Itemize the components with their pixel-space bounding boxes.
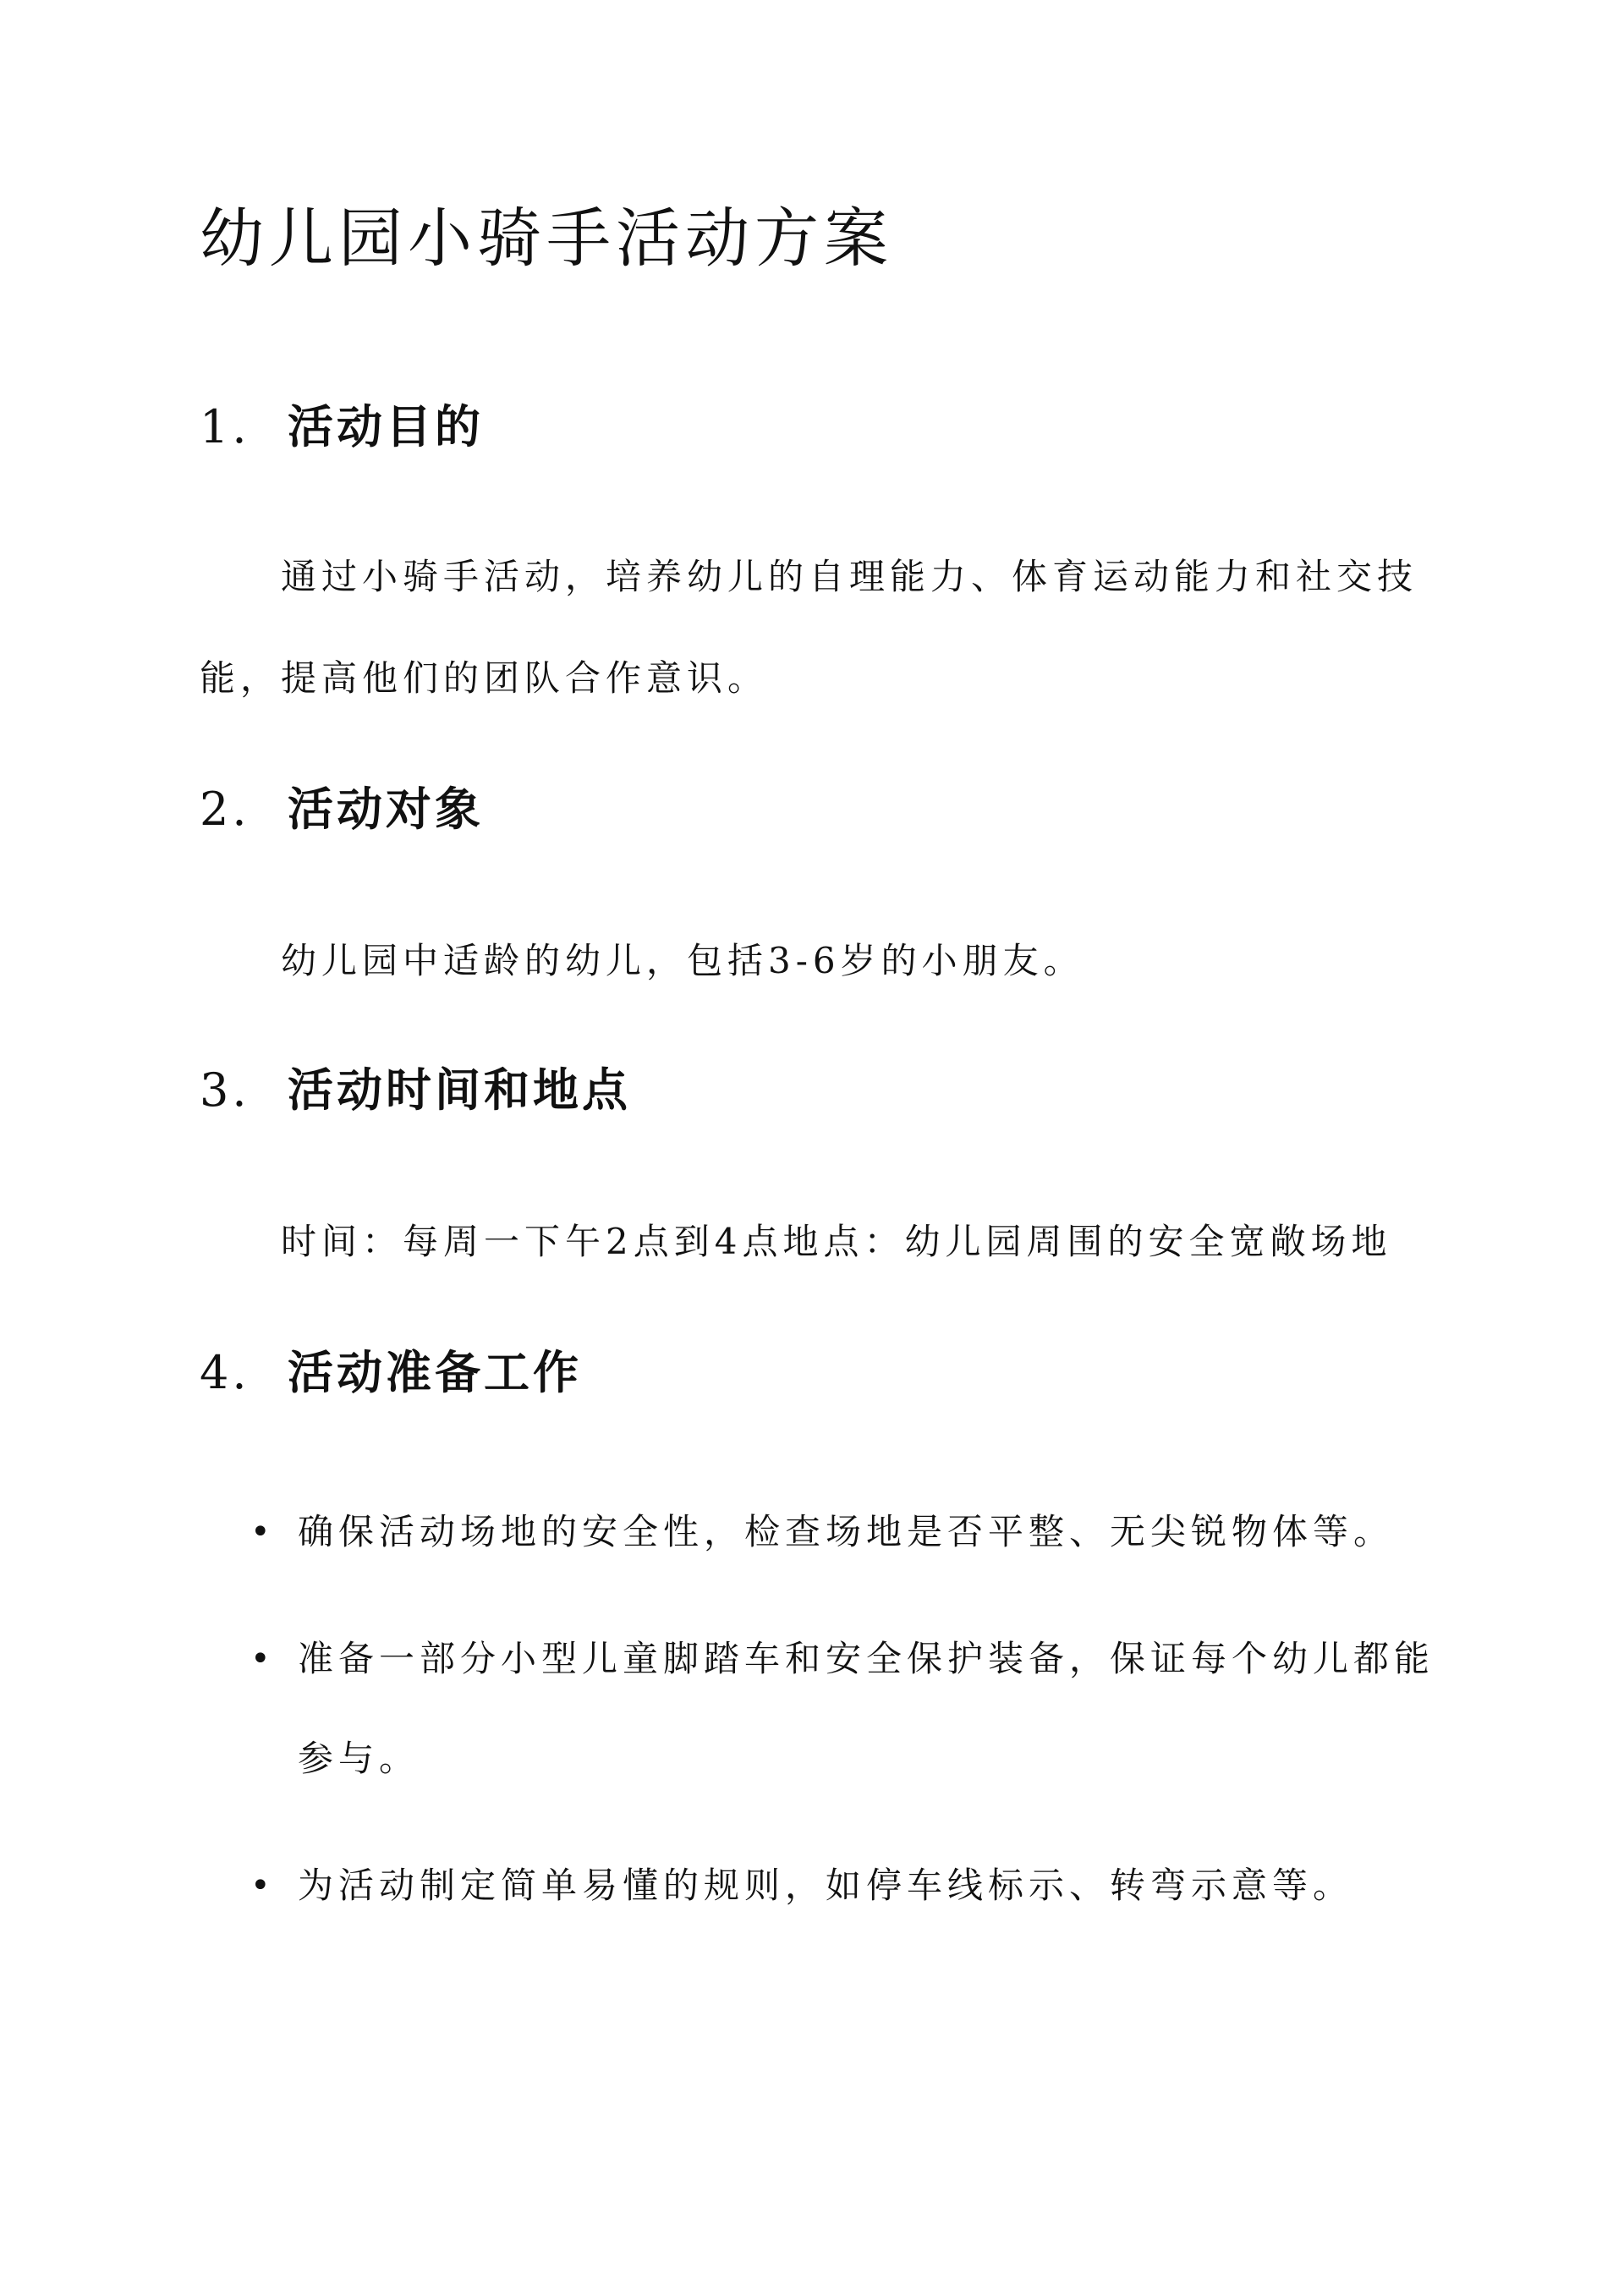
list-item <box>200 1482 1435 1582</box>
bullet-marker: • <box>250 1513 276 1552</box>
list-item <box>200 1836 1435 1936</box>
document-title: 幼儿园小骑手活动方案 <box>200 200 893 276</box>
section-paragraph-time-place: 时间：每周一下午2点到4点地点：幼儿园周围的安全宽敞场地 <box>281 1221 1392 1262</box>
preparation-list <box>200 1482 1435 1963</box>
list-item <box>200 1609 1435 1809</box>
section-paragraph-audience: 幼儿园中适龄的幼儿，包括3-6岁的小朋友。 <box>281 940 1084 981</box>
section-number: 1. <box>200 400 250 453</box>
list-item-text: 准备一部分小型儿童脚踏车和安全保护装备，保证每个幼儿都能参与。 <box>298 1638 1435 1779</box>
section-title: 活动目的 <box>288 399 484 453</box>
section-number: 4. <box>200 1346 250 1399</box>
section-title: 活动时间和地点 <box>288 1063 631 1117</box>
bullet-marker: • <box>250 1866 276 1905</box>
section-heading-time-place <box>200 1063 631 1118</box>
section-heading-purpose <box>200 399 484 455</box>
list-item-text: 确保活动场地的安全性，检查场地是否平整、无尖锐物体等。 <box>298 1511 1395 1552</box>
bullet-marker: • <box>250 1640 276 1678</box>
section-title: 活动准备工作 <box>288 1345 582 1399</box>
section-number: 2. <box>200 783 250 836</box>
section-title: 活动对象 <box>288 782 484 836</box>
section-number: 3. <box>200 1063 250 1117</box>
section-heading-preparation <box>200 1345 582 1401</box>
section-paragraph-purpose: 通过小骑手活动，培养幼儿的自理能力、体育运动能力和社交技能，提高他们的团队合作意识。 <box>200 556 1418 699</box>
list-item-text: 为活动制定简单易懂的规则，如停车线标示、转弯示意等。 <box>298 1865 1354 1906</box>
section-heading-audience <box>200 782 484 838</box>
